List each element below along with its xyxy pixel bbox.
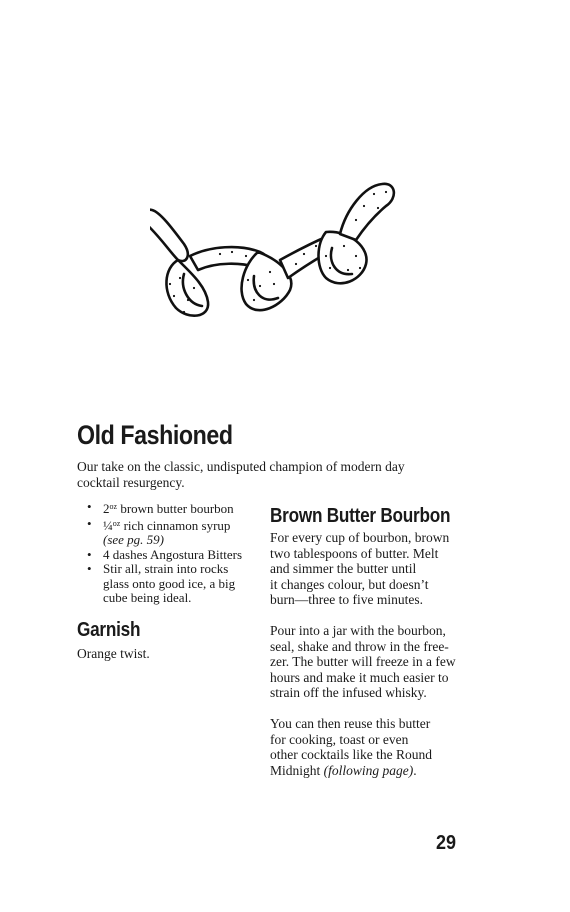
text-line: two tablespoons of butter. Melt: [270, 545, 439, 561]
text-fragment: Midnight: [270, 762, 321, 778]
garnish-text: Orange twist.: [77, 646, 150, 661]
ingredient-text: rich cinnamon syrup: [123, 517, 231, 533]
text-line: it changes colour, but doesn’t: [270, 576, 429, 592]
list-item: [77, 562, 257, 606]
brown-butter-bourbon-method: [270, 530, 460, 794]
text-line: zer. The butter will freeze in a few: [270, 654, 456, 669]
ingredient-unit: oz: [109, 502, 118, 511]
orange-twist-peel-drawing: [150, 180, 410, 330]
ingredient-list: [77, 500, 257, 606]
text-line: strain off the infused whisky.: [270, 685, 427, 700]
text-line: burn—three to five minutes.: [270, 592, 423, 607]
text-fragment: .: [413, 762, 417, 778]
garnish-heading: Garnish: [77, 619, 141, 641]
text-line: other cocktails like the Round: [270, 747, 432, 762]
text-line: seal, shake and throw in the free-: [270, 638, 449, 654]
page-reference: (see pg. 59): [103, 532, 165, 547]
method-paragraph: [270, 530, 460, 608]
text-line: [270, 763, 460, 779]
brown-butter-bourbon-heading: Brown Butter Bourbon: [270, 505, 451, 527]
list-item: [77, 548, 257, 563]
recipe-intro: Our take on the classic, undisputed champion of modern day cocktail resurgency.: [77, 459, 405, 490]
text-line: Pour into a jar with the bourbon,: [270, 623, 446, 638]
list-item: [77, 500, 257, 517]
ingredient-qty: 2: [103, 501, 110, 516]
text-line: For every cup of bourbon, brown: [270, 530, 450, 545]
page-reference: (following page): [323, 762, 414, 778]
text-line: hours and make it much easier to: [270, 669, 449, 685]
recipe-title: Old Fashioned: [77, 420, 233, 450]
ingredient-text: 4 dashes Angostura Bitters: [103, 546, 243, 562]
method-paragraph: [270, 716, 460, 778]
ingredient-text: Stir all, strain into rocks glass onto good ice, a big cube being ideal.: [103, 561, 236, 605]
text-line: and simmer the butter until: [270, 561, 417, 576]
text-line: for cooking, toast or even: [270, 731, 409, 747]
method-paragraph: [270, 623, 460, 701]
ingredient-text: brown butter bourbon: [120, 501, 234, 516]
page-number: 29: [436, 832, 457, 854]
list-item: [77, 517, 257, 548]
ingredient-qty: ¼: [103, 517, 113, 533]
text-line: You can then reuse this butter: [270, 716, 431, 731]
ingredient-unit: oz: [112, 518, 121, 528]
